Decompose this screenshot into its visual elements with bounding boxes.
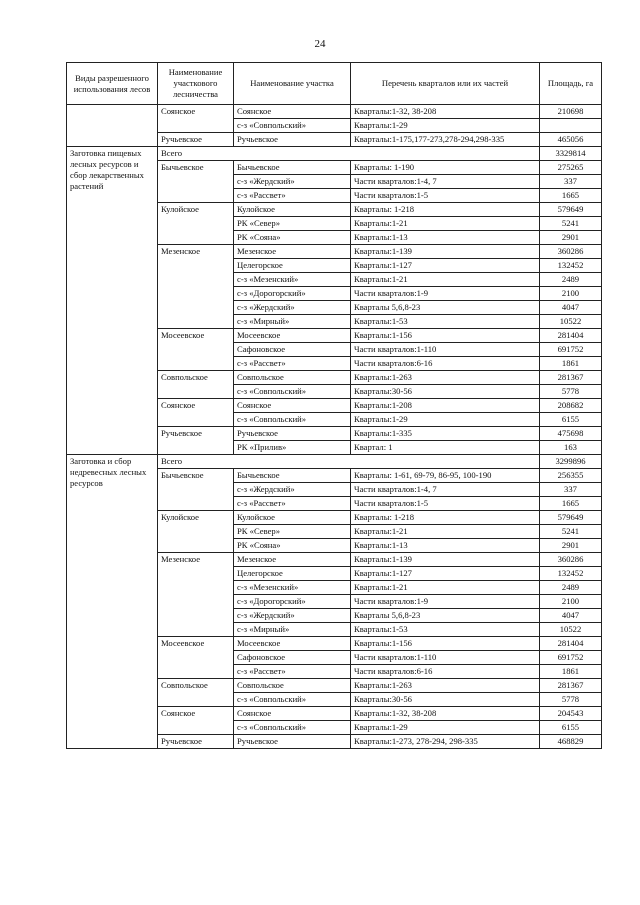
site-cell: Соянское xyxy=(234,105,351,119)
area-cell: 2489 xyxy=(540,273,602,287)
area-cell: 1665 xyxy=(540,189,602,203)
site-cell: с-з «Рассвет» xyxy=(234,189,351,203)
quarters-cell: Кварталы:1-263 xyxy=(351,371,540,385)
area-cell: 579649 xyxy=(540,511,602,525)
site-cell: с-з «Мирный» xyxy=(234,623,351,637)
area-cell: 210698 xyxy=(540,105,602,119)
area-cell: 132452 xyxy=(540,567,602,581)
site-cell: с-з «Рассвет» xyxy=(234,357,351,371)
quarters-cell: Кварталы:1-139 xyxy=(351,245,540,259)
site-cell: с-з «Жердский» xyxy=(234,301,351,315)
quarters-cell: Кварталы: 1-190 xyxy=(351,161,540,175)
quarters-cell: Кварталы:1-208 xyxy=(351,399,540,413)
quarters-cell: Кварталы: 1-61, 69-79, 86-95, 100-190 xyxy=(351,469,540,483)
total-value: 3329814 xyxy=(540,147,602,161)
area-cell: 465056 xyxy=(540,133,602,147)
area-cell: 281404 xyxy=(540,637,602,651)
area-cell: 2489 xyxy=(540,581,602,595)
area-cell: 468829 xyxy=(540,735,602,749)
area-cell: 2100 xyxy=(540,287,602,301)
quarters-cell: Квартал: 1 xyxy=(351,441,540,455)
site-cell: Сафоновское xyxy=(234,343,351,357)
site-cell: Мезенское xyxy=(234,245,351,259)
quarters-cell: Кварталы:1-175,177-273,278-294,298-335 xyxy=(351,133,540,147)
forestry-cell: Мосеевское xyxy=(158,637,234,679)
site-cell: Кулойское xyxy=(234,203,351,217)
forestry-cell: Мосеевское xyxy=(158,329,234,371)
site-cell: Совпольское xyxy=(234,371,351,385)
quarters-cell: Кварталы:1-13 xyxy=(351,231,540,245)
table-header-row xyxy=(67,63,602,105)
area-cell: 256355 xyxy=(540,469,602,483)
total-value: 3299896 xyxy=(540,455,602,469)
area-cell: 2100 xyxy=(540,595,602,609)
quarters-cell: Кварталы:1-21 xyxy=(351,273,540,287)
site-cell: с-з «Совпольский» xyxy=(234,693,351,707)
forestry-cell: Бычьевское xyxy=(158,161,234,203)
site-cell: Целегорское xyxy=(234,567,351,581)
area-cell xyxy=(540,119,602,133)
forestry-cell: Совпольское xyxy=(158,679,234,707)
quarters-cell: Кварталы:1-53 xyxy=(351,315,540,329)
site-cell: с-з «Дорогорский» xyxy=(234,595,351,609)
area-cell: 1861 xyxy=(540,665,602,679)
quarters-cell: Части кварталов:6-16 xyxy=(351,357,540,371)
area-cell: 204543 xyxy=(540,707,602,721)
quarters-cell: Кварталы:1-29 xyxy=(351,413,540,427)
forestry-cell: Совпольское xyxy=(158,371,234,399)
area-cell: 5778 xyxy=(540,693,602,707)
quarters-cell: Кварталы:1-13 xyxy=(351,539,540,553)
site-cell: с-з «Совпольский» xyxy=(234,721,351,735)
page-number: 24 xyxy=(314,38,326,50)
area-cell: 5241 xyxy=(540,217,602,231)
site-cell: с-з «Мезенский» xyxy=(234,273,351,287)
forestry-cell: Кулойское xyxy=(158,203,234,245)
quarters-cell: Кварталы:1-127 xyxy=(351,259,540,273)
area-cell: 5778 xyxy=(540,385,602,399)
quarters-cell: Кварталы:1-263 xyxy=(351,679,540,693)
site-cell: с-з «Рассвет» xyxy=(234,665,351,679)
forestry-cell: Мезенское xyxy=(158,553,234,637)
quarters-cell: Кварталы:1-21 xyxy=(351,217,540,231)
area-cell: 6155 xyxy=(540,413,602,427)
site-cell: с-з «Рассвет» xyxy=(234,497,351,511)
site-cell: с-з «Совпольский» xyxy=(234,413,351,427)
group-total-row xyxy=(67,147,602,161)
site-cell: РК «Сояна» xyxy=(234,231,351,245)
site-cell: Мезенское xyxy=(234,553,351,567)
quarters-cell: Части кварталов:1-5 xyxy=(351,497,540,511)
forestry-cell: Ручьевское xyxy=(158,735,234,749)
forestry-cell: Мезенское xyxy=(158,245,234,329)
site-cell: с-з «Жердский» xyxy=(234,609,351,623)
area-cell: 4047 xyxy=(540,301,602,315)
area-cell: 337 xyxy=(540,175,602,189)
quarters-cell: Кварталы:1-21 xyxy=(351,525,540,539)
site-cell: Мосеевское xyxy=(234,329,351,343)
quarters-cell: Кварталы:30-56 xyxy=(351,693,540,707)
site-cell: Совпольское xyxy=(234,679,351,693)
area-cell: 5241 xyxy=(540,525,602,539)
quarters-cell: Кварталы:1-156 xyxy=(351,329,540,343)
quarters-cell: Кварталы:1-127 xyxy=(351,567,540,581)
site-cell: Ручьевское xyxy=(234,427,351,441)
area-cell: 691752 xyxy=(540,651,602,665)
site-cell: с-з «Совпольский» xyxy=(234,385,351,399)
site-cell: Бычьевское xyxy=(234,161,351,175)
quarters-cell: Кварталы: 1-218 xyxy=(351,203,540,217)
use-type-cell: Заготовка и сбор недревесных лесных ресурсов xyxy=(67,455,158,749)
area-cell: 2901 xyxy=(540,539,602,553)
area-cell: 275265 xyxy=(540,161,602,175)
area-cell: 360286 xyxy=(540,553,602,567)
site-cell: с-з «Жердский» xyxy=(234,175,351,189)
forestry-cell: Соянское xyxy=(158,105,234,133)
site-cell: Соянское xyxy=(234,707,351,721)
area-cell: 281367 xyxy=(540,679,602,693)
site-cell: Соянское xyxy=(234,399,351,413)
quarters-cell: Кварталы:1-32, 38-208 xyxy=(351,707,540,721)
quarters-cell: Кварталы 5,6,8-23 xyxy=(351,301,540,315)
site-cell: с-з «Совпольский» xyxy=(234,119,351,133)
area-cell: 691752 xyxy=(540,343,602,357)
total-label: Всего xyxy=(158,147,540,161)
use-type-cell xyxy=(67,105,158,147)
forestry-cell: Бычьевское xyxy=(158,469,234,511)
area-cell: 1861 xyxy=(540,357,602,371)
group-total-row xyxy=(67,455,602,469)
area-cell: 281367 xyxy=(540,371,602,385)
quarters-cell: Кварталы: 1-218 xyxy=(351,511,540,525)
quarters-cell: Кварталы:1-139 xyxy=(351,553,540,567)
area-cell: 2901 xyxy=(540,231,602,245)
quarters-cell: Кварталы:1-156 xyxy=(351,637,540,651)
quarters-cell: Части кварталов:1-110 xyxy=(351,651,540,665)
site-cell: Мосеевское xyxy=(234,637,351,651)
area-cell: 10522 xyxy=(540,315,602,329)
forest-use-table xyxy=(66,62,602,749)
area-cell: 6155 xyxy=(540,721,602,735)
area-cell: 281404 xyxy=(540,329,602,343)
site-cell: Целегорское xyxy=(234,259,351,273)
quarters-cell: Части кварталов:1-9 xyxy=(351,287,540,301)
header-forestry: Наименование участкового лесничества xyxy=(158,63,234,105)
site-cell: с-з «Мезенский» xyxy=(234,581,351,595)
site-cell: Кулойское xyxy=(234,511,351,525)
area-cell: 1665 xyxy=(540,497,602,511)
quarters-cell: Части кварталов:1-9 xyxy=(351,595,540,609)
site-cell: Ручьевское xyxy=(234,133,351,147)
area-cell: 337 xyxy=(540,483,602,497)
area-cell: 10522 xyxy=(540,623,602,637)
header-use: Виды разрешенного использования лесов xyxy=(67,63,158,105)
quarters-cell: Части кварталов:1-4, 7 xyxy=(351,483,540,497)
site-cell: с-з «Жердский» xyxy=(234,483,351,497)
site-cell: РК «Прилив» xyxy=(234,441,351,455)
forestry-cell: Соянское xyxy=(158,707,234,735)
quarters-cell: Части кварталов:6-16 xyxy=(351,665,540,679)
site-cell: Бычьевское xyxy=(234,469,351,483)
table-row xyxy=(67,105,602,119)
quarters-cell: Кварталы 5,6,8-23 xyxy=(351,609,540,623)
area-cell: 579649 xyxy=(540,203,602,217)
site-cell: с-з «Дорогорский» xyxy=(234,287,351,301)
header-quarters: Перечень кварталов или их частей xyxy=(351,63,540,105)
quarters-cell: Части кварталов:1-110 xyxy=(351,343,540,357)
quarters-cell: Кварталы:1-53 xyxy=(351,623,540,637)
header-area: Площадь, га xyxy=(540,63,602,105)
area-cell: 475698 xyxy=(540,427,602,441)
area-cell: 208682 xyxy=(540,399,602,413)
quarters-cell: Кварталы:1-29 xyxy=(351,119,540,133)
site-cell: РК «Север» xyxy=(234,217,351,231)
quarters-cell: Кварталы:1-32, 38-208 xyxy=(351,105,540,119)
area-cell: 4047 xyxy=(540,609,602,623)
quarters-cell: Части кварталов:1-5 xyxy=(351,189,540,203)
quarters-cell: Кварталы:1-273, 278-294, 298-335 xyxy=(351,735,540,749)
area-cell: 360286 xyxy=(540,245,602,259)
area-cell: 163 xyxy=(540,441,602,455)
site-cell: РК «Сояна» xyxy=(234,539,351,553)
quarters-cell: Части кварталов:1-4, 7 xyxy=(351,175,540,189)
header-site: Наименование участка xyxy=(234,63,351,105)
forestry-cell: Кулойское xyxy=(158,511,234,553)
area-cell: 132452 xyxy=(540,259,602,273)
quarters-cell: Кварталы:1-335 xyxy=(351,427,540,441)
quarters-cell: Кварталы:1-29 xyxy=(351,721,540,735)
forestry-cell: Соянское xyxy=(158,399,234,427)
table-body xyxy=(67,105,602,749)
site-cell: с-з «Мирный» xyxy=(234,315,351,329)
quarters-cell: Кварталы:1-21 xyxy=(351,581,540,595)
forestry-cell: Ручьевское xyxy=(158,427,234,455)
site-cell: Ручьевское xyxy=(234,735,351,749)
site-cell: Сафоновское xyxy=(234,651,351,665)
total-label: Всего xyxy=(158,455,540,469)
use-type-cell: Заготовка пищевых лесных ресурсов и сбор лекарственных растений xyxy=(67,147,158,455)
site-cell: РК «Север» xyxy=(234,525,351,539)
forestry-cell: Ручьевское xyxy=(158,133,234,147)
quarters-cell: Кварталы:30-56 xyxy=(351,385,540,399)
